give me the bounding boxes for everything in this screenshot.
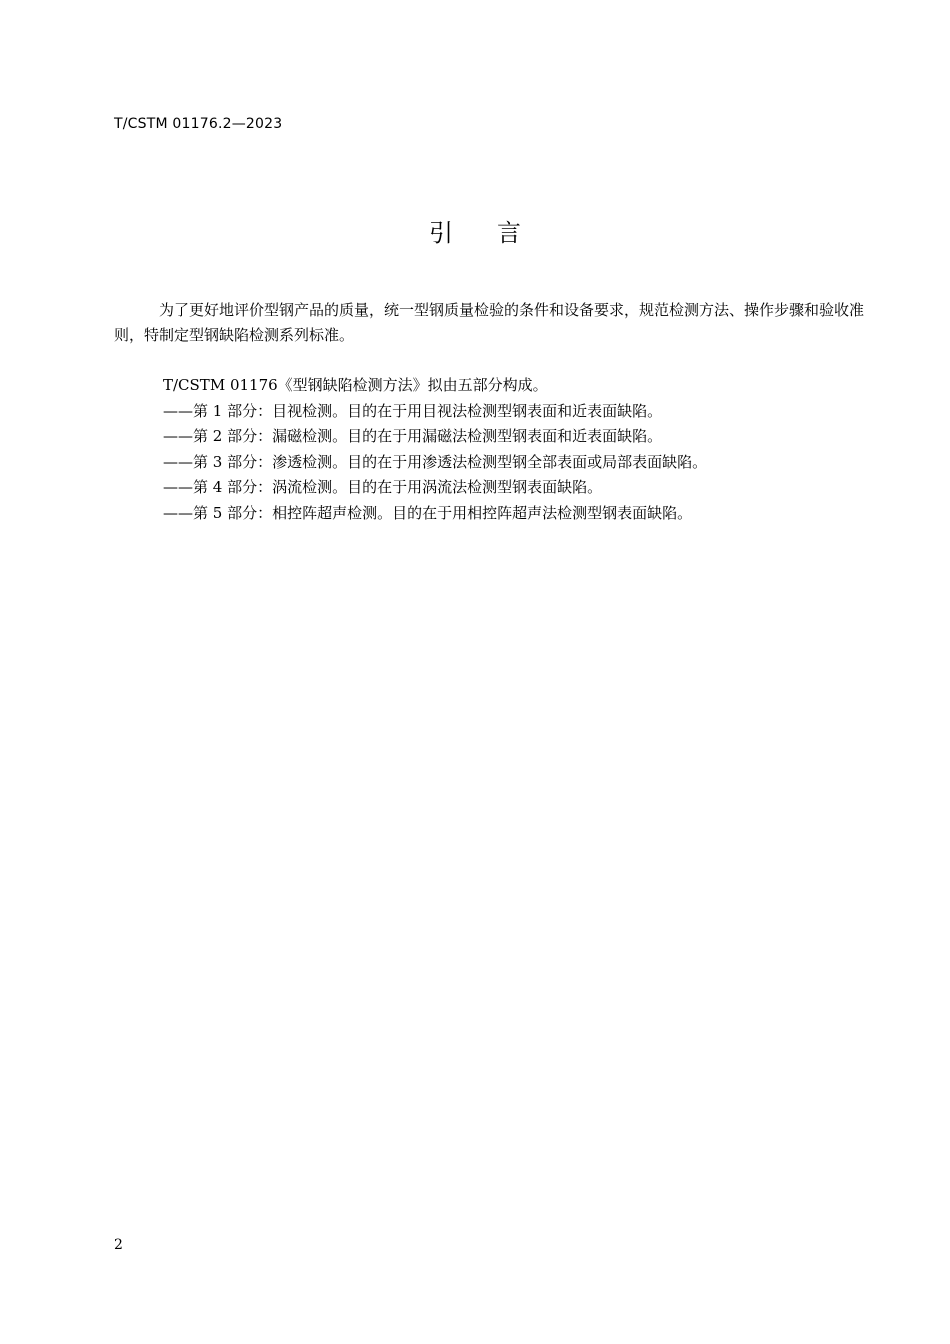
page-title: 引言 <box>429 219 565 247</box>
page-number: 2 <box>114 1237 123 1253</box>
intro-paragraph: 为了更好地评价型钢产品的质量，统一型钢质量检验的条件和设备要求，规范检测方法、操作步骤和验收准则，特制定型钢缺陷检测系列标准。 <box>114 301 865 344</box>
list-item: ——第 4 部分：涡流检测。目的在于用涡流法检测型钢表面缺陷。 <box>163 478 603 496</box>
document-code: T/CSTM 01176.2—2023 <box>114 116 283 132</box>
list-item: ——第 5 部分：相控阵超声检测。目的在于用相控阵超声法检测型钢表面缺陷。 <box>163 503 693 522</box>
list-item: ——第 2 部分：漏磁检测。目的在于用漏磁法检测型钢表面和近表面缺陷。 <box>163 427 663 445</box>
list-item: ——第 3 部分：渗透检测。目的在于用渗透法检测型钢全部表面或局部表面缺陷。 <box>163 452 708 471</box>
list-item: ——第 1 部分：目视检测。目的在于用目视法检测型钢表面和近表面缺陷。 <box>163 401 663 420</box>
parts-intro: T/CSTM 01176《型钢缺陷检测方法》拟由五部分构成。 <box>163 376 548 394</box>
parts-list <box>163 373 707 526</box>
